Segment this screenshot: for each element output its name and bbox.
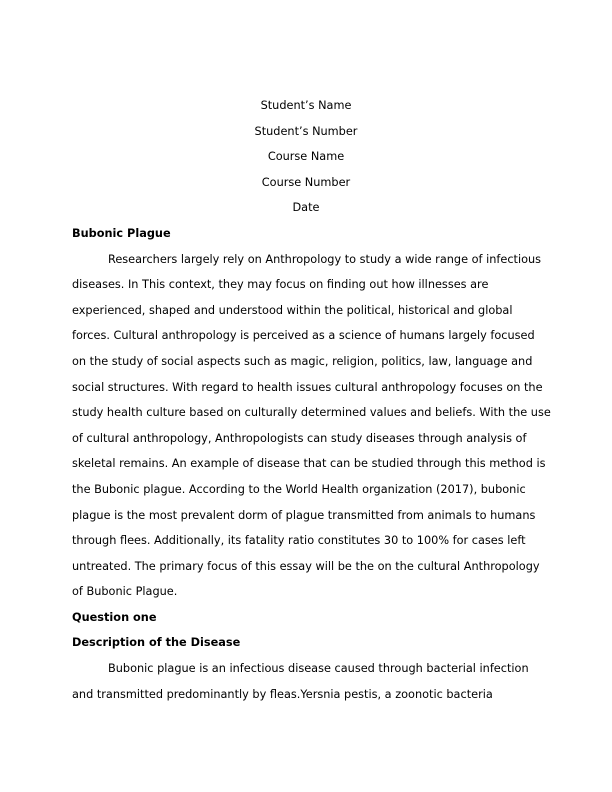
paragraph-line: through flees. Additionally, its fatality ratio constitutes 30 to 100% for cases left (72, 534, 526, 548)
paragraph-line: plague is the most prevalent dorm of plague transmitted from animals to humans (72, 508, 536, 522)
intro-paragraph (72, 247, 551, 605)
course-number: Course Number (261, 175, 351, 189)
paragraph-line: on the study of social aspects such as magic, religion, politics, law, language and (72, 354, 533, 368)
student-name: Student’s Name (260, 99, 352, 112)
course-name: Course Name (267, 150, 345, 164)
section-heading-bubonic-plague: Bubonic Plague (72, 226, 171, 240)
date: Date (292, 201, 320, 215)
paragraph-line: forces. Cultural anthropology is perceived as a science of humans largely focused (72, 329, 535, 343)
student-number: Student’s Number (254, 124, 358, 138)
document-body (72, 93, 551, 707)
paragraph-line: skeletal remains. An example of disease that can be studied through this method is (72, 457, 546, 471)
paragraph-line: diseases. In This context, they may focus on finding out how illnesses are (72, 278, 489, 292)
paragraph-line: of Bubonic Plague. (72, 585, 178, 599)
paragraph-line: social structures. With regard to health issues cultural anthropology focuses on the (72, 380, 543, 394)
paragraph-line: the Bubonic plague. According to the World Health organization (2017), bubonic (72, 482, 526, 496)
section-heading-description: Description of the Disease (72, 636, 241, 650)
paragraph-line: Researchers largely rely on Anthropology to study a wide range of infectious (108, 252, 542, 266)
paragraph-line: study health culture based on culturally determined values and beliefs. With the use (72, 406, 551, 420)
paragraph-line: experienced, shaped and understood within the political, historical and global (72, 303, 513, 317)
paragraph-line: and transmitted predominantly by fleas.Yersnia pestis, a zoonotic bacteria (72, 687, 493, 701)
section-heading-question-one: Question one (72, 610, 157, 624)
paragraph-line: untreated. The primary focus of this essay will be the on the cultural Anthropology (72, 559, 540, 573)
paragraph-line: of cultural anthropology, Anthropologists can study diseases through analysis of (72, 431, 527, 445)
description-paragraph (72, 656, 540, 707)
paragraph-line: Bubonic plague is an infectious disease caused through bacterial infection (108, 662, 529, 676)
